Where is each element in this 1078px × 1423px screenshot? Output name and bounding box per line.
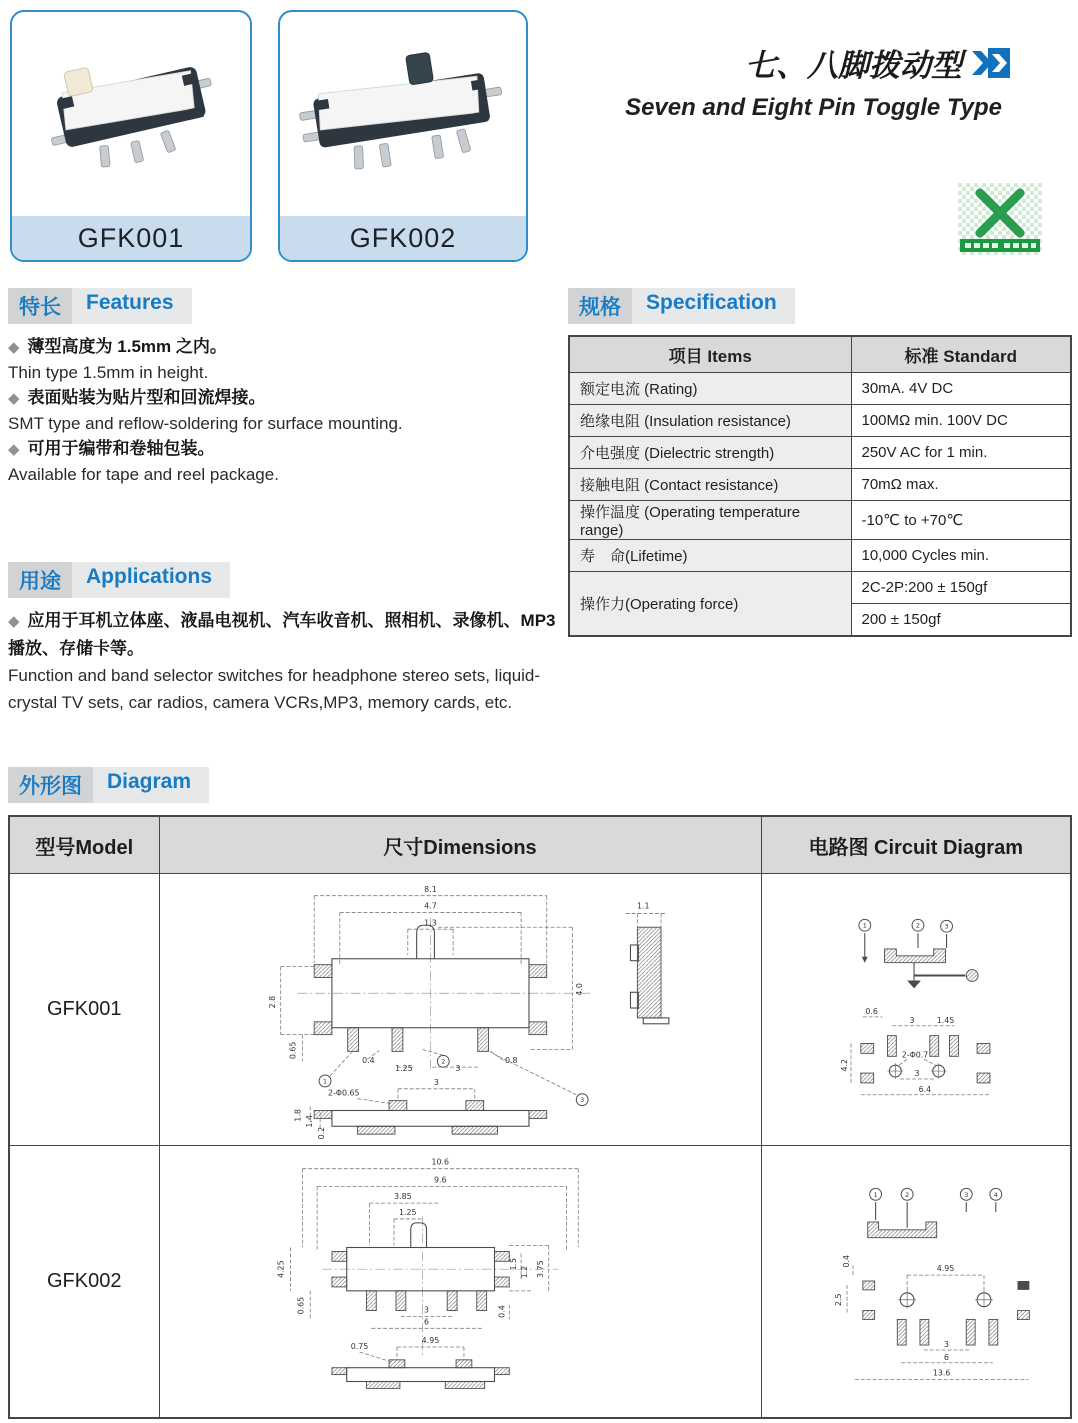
- svg-text:0.75: 0.75: [350, 1342, 368, 1352]
- features-section: [8, 288, 564, 487]
- features-heading: [8, 288, 192, 324]
- spec-item: 绝缘电阻 (Insulation resistance): [569, 405, 851, 437]
- svg-text:4.2: 4.2: [839, 1058, 849, 1071]
- svg-text:0.2: 0.2: [316, 1126, 326, 1139]
- applications-heading: [8, 562, 230, 598]
- svg-text:0.65: 0.65: [295, 1297, 305, 1315]
- features-list: [8, 334, 564, 487]
- diagram-model: GFK002: [9, 1146, 159, 1418]
- gfk002-circuit-cell: [761, 1146, 1071, 1418]
- svg-text:6: 6: [423, 1317, 429, 1327]
- svg-text:0.4: 0.4: [496, 1305, 506, 1319]
- specification-heading: [568, 288, 795, 324]
- specification-heading-cn: 规格: [568, 288, 632, 324]
- spec-item: 接触电阻 (Contact resistance): [569, 469, 851, 501]
- brand-logo: [958, 183, 1042, 255]
- features-heading-cn: 特长: [8, 288, 72, 324]
- feature-item-en: Thin type 1.5mm in height.: [8, 363, 209, 382]
- svg-text:1: 1: [322, 1076, 327, 1085]
- svg-text:1: 1: [862, 921, 867, 930]
- svg-text:2: 2: [440, 1057, 445, 1066]
- svg-text:1.5: 1.5: [508, 1258, 518, 1271]
- feature-item-en: SMT type and reflow-soldering for surface mounting.: [8, 414, 403, 433]
- applications-cn: 应用于耳机立体座、液晶电视机、汽车收音机、照相机、录像机、MP3播放、存储卡等。: [8, 611, 556, 658]
- svg-text:1: 1: [873, 1191, 878, 1200]
- svg-text:2-Φ0.7: 2-Φ0.7: [901, 1049, 928, 1059]
- svg-text:2.8: 2.8: [267, 995, 277, 1008]
- applications-text-en: Function and band selector switches for headphone stereo sets, liquid-crystal TV sets, car radios, camera VCRs,MP3, memory cards, etc.: [8, 666, 541, 712]
- svg-text:2.5: 2.5: [833, 1293, 843, 1307]
- feature-text: 薄型高度为 1.5mm 之内。: [27, 337, 227, 356]
- diagram-col-model: 型号Model: [9, 816, 159, 874]
- table-row: [569, 572, 1071, 604]
- svg-text:2: 2: [915, 921, 920, 930]
- bullet-diamond-icon: ◆: [8, 339, 20, 356]
- gfk001-dimensions-cell: [159, 874, 761, 1146]
- svg-text:4.0: 4.0: [574, 982, 584, 996]
- svg-text:1.25: 1.25: [394, 1063, 413, 1073]
- svg-text:3: 3: [913, 1068, 920, 1078]
- gfk001-dimensions-drawing: [160, 876, 762, 1144]
- svg-text:1.3: 1.3: [423, 917, 437, 927]
- spec-standard: 200 ± 150gf: [851, 604, 1071, 637]
- spec-standard: 70mΩ max.: [851, 469, 1071, 501]
- applications-heading-en: Applications: [72, 562, 230, 598]
- specification-heading-en: Specification: [632, 288, 795, 324]
- product-photo-gfk001: [12, 12, 250, 216]
- table-row: [569, 469, 1071, 501]
- svg-text:0.6: 0.6: [864, 1006, 878, 1016]
- product-photo-gfk002: [280, 12, 526, 216]
- svg-text:8.1: 8.1: [423, 884, 437, 894]
- table-row: [9, 874, 1071, 1146]
- spec-standard: 10,000 Cycles min.: [851, 540, 1071, 572]
- svg-text:2-Φ0.65: 2-Φ0.65: [327, 1088, 360, 1098]
- svg-text:3: 3: [909, 1015, 915, 1025]
- page-title-cn: [540, 40, 1010, 85]
- gfk002-dimensions-drawing: [160, 1147, 762, 1415]
- table-row: [569, 501, 1071, 540]
- svg-text:10.6: 10.6: [431, 1157, 449, 1167]
- spec-standard: -10℃ to +70℃: [851, 501, 1071, 540]
- feature-item-cn: [8, 436, 564, 462]
- diagram-col-dimensions: 尺寸Dimensions: [159, 816, 761, 874]
- diagram-col-circuit: 电路图 Circuit Diagram: [761, 816, 1071, 874]
- bullet-diamond-icon: ◆: [8, 613, 20, 630]
- gfk002-photo-illustration: [294, 24, 512, 204]
- page-title-cn-text: 七、八脚拨动型: [745, 48, 962, 83]
- spec-standard: 100MΩ min. 100V DC: [851, 405, 1071, 437]
- feature-text: 可用于编带和卷轴包装。: [27, 439, 215, 458]
- diagram-table: [8, 815, 1072, 1419]
- spec-item: 寿 命(Lifetime): [569, 540, 851, 572]
- product-card-gfk001: [10, 10, 252, 262]
- svg-text:0.4: 0.4: [841, 1255, 851, 1268]
- applications-text-cn: [8, 607, 566, 662]
- spec-standard: 30mA. 4V DC: [851, 373, 1071, 405]
- table-row: [569, 437, 1071, 469]
- table-row: [569, 373, 1071, 405]
- svg-text:3: 3: [433, 1077, 439, 1087]
- feature-item-en: Available for tape and reel package.: [8, 465, 279, 484]
- specification-section: [568, 288, 1070, 637]
- svg-text:6.4: 6.4: [918, 1084, 931, 1094]
- spec-standard: 250V AC for 1 min.: [851, 437, 1071, 469]
- svg-text:0.8: 0.8: [504, 1055, 518, 1065]
- applications-heading-cn: 用途: [8, 562, 72, 598]
- spec-item: 操作力(Operating force): [569, 572, 851, 637]
- diagram-model: GFK001: [9, 874, 159, 1146]
- table-row: [569, 540, 1071, 572]
- svg-text:1.2: 1.2: [519, 1266, 529, 1279]
- svg-text:1.25: 1.25: [398, 1208, 417, 1218]
- product-model-label: GFK002: [280, 216, 526, 260]
- svg-text:4.95: 4.95: [421, 1336, 439, 1346]
- bullet-diamond-icon: ◆: [8, 441, 20, 458]
- feature-item-cn: [8, 385, 564, 411]
- spec-standard: 2C-2P:200 ± 150gf: [851, 572, 1071, 604]
- svg-text:3: 3: [423, 1305, 429, 1315]
- spec-item: 操作温度 (Operating temperature range): [569, 501, 851, 540]
- gfk001-circuit-drawing: [762, 876, 1072, 1144]
- gfk001-photo-illustration: [26, 24, 236, 204]
- svg-text:4.7: 4.7: [423, 901, 437, 911]
- feature-item-cn: [8, 334, 564, 360]
- gfk002-circuit-drawing: [762, 1147, 1072, 1415]
- svg-text:4.95: 4.95: [936, 1264, 954, 1274]
- svg-text:3: 3: [963, 1191, 968, 1200]
- diagram-heading: [8, 767, 209, 803]
- bullet-diamond-icon: ◆: [8, 390, 20, 407]
- features-heading-en: Features: [72, 288, 192, 324]
- green-x-logo-icon: [958, 183, 1042, 255]
- svg-text:1.45: 1.45: [936, 1015, 954, 1025]
- table-row: [569, 405, 1071, 437]
- svg-text:2: 2: [904, 1191, 909, 1200]
- gfk002-dimensions-cell: [159, 1146, 761, 1418]
- table-header-row: [9, 816, 1071, 874]
- diagram-section: [8, 767, 1070, 1419]
- svg-text:9.6: 9.6: [433, 1175, 447, 1185]
- page-title-en: Seven and Eight Pin Toggle Type: [625, 94, 1002, 121]
- product-model-label: GFK001: [12, 216, 250, 260]
- spec-item: 介电强度 (Dielectric strength): [569, 437, 851, 469]
- svg-text:3: 3: [579, 1095, 584, 1104]
- applications-section: [8, 562, 566, 716]
- spec-col-items: 项目 Items: [569, 336, 851, 373]
- product-card-gfk002: [278, 10, 528, 262]
- svg-text:6: 6: [943, 1353, 949, 1363]
- svg-text:13.6: 13.6: [932, 1368, 950, 1378]
- gfk001-circuit-cell: [761, 874, 1071, 1146]
- svg-text:1.8: 1.8: [292, 1108, 302, 1122]
- diagram-heading-cn: 外形图: [8, 767, 93, 803]
- table-header-row: [569, 336, 1071, 373]
- table-row: [9, 1146, 1071, 1418]
- spec-item: 额定电流 (Rating): [569, 373, 851, 405]
- double-chevron-right-icon: [972, 48, 1010, 78]
- svg-text:3: 3: [943, 1340, 949, 1350]
- svg-text:3: 3: [455, 1063, 461, 1073]
- specification-table: [568, 335, 1072, 637]
- svg-text:3: 3: [944, 922, 949, 931]
- svg-text:4.25: 4.25: [276, 1260, 286, 1279]
- spec-col-standard: 标准 Standard: [851, 336, 1071, 373]
- svg-text:1.4: 1.4: [304, 1114, 314, 1128]
- svg-text:3.75: 3.75: [535, 1260, 545, 1279]
- svg-text:4: 4: [993, 1191, 998, 1200]
- svg-text:1.1: 1.1: [636, 901, 650, 911]
- feature-text: 表面贴装为贴片型和回流焊接。: [27, 388, 266, 407]
- svg-text:3.85: 3.85: [393, 1192, 412, 1202]
- svg-text:0.65: 0.65: [287, 1041, 297, 1059]
- svg-text:0.4: 0.4: [361, 1055, 375, 1065]
- diagram-heading-en: Diagram: [93, 767, 209, 803]
